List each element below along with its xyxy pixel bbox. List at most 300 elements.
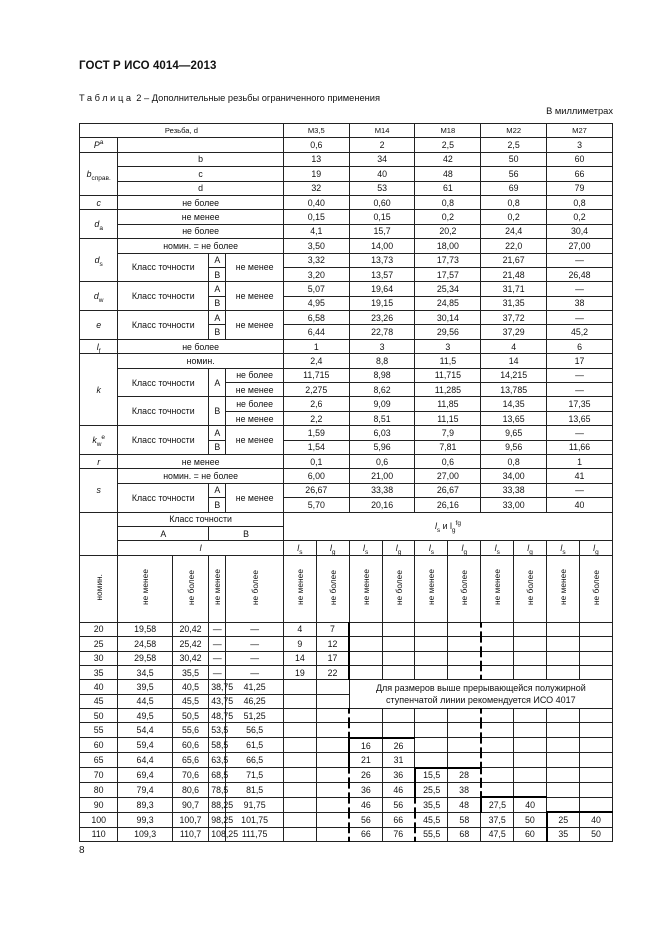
value-cell: 30,4 (547, 224, 613, 238)
symbol: l (329, 543, 332, 554)
value-cell: 6 (547, 339, 613, 353)
table-cell: не менее (226, 311, 284, 340)
length-cell (415, 738, 448, 753)
length-value: 45 (80, 694, 118, 708)
table-cell (316, 694, 349, 708)
length-value: 20 (80, 622, 118, 636)
length-cell: 66 (349, 827, 382, 841)
length-cell: 25,5 (415, 783, 448, 798)
symbol: l (527, 543, 530, 554)
limit-value: 29,58 (118, 651, 173, 665)
value-cell: 4 (481, 339, 547, 353)
length-cell (481, 738, 514, 753)
value-cell: 13,73 (349, 253, 415, 267)
table-row (80, 239, 613, 253)
table-row (80, 753, 613, 768)
length-cell (448, 637, 481, 651)
limit-value: 69,4 (118, 768, 173, 783)
limit-value: 40,5 (172, 680, 208, 694)
value-cell: 50 (481, 152, 547, 166)
length-cell (514, 637, 547, 651)
table-row (80, 723, 613, 738)
value-cell: 0,2 (481, 210, 547, 224)
value-cell: 2,4 (283, 354, 349, 368)
table-row (80, 651, 613, 665)
value-cell: 2,5 (415, 138, 481, 152)
limit-value: 54,4 (118, 723, 173, 738)
limit-value: 59,4 (118, 738, 173, 753)
length-cell: 50 (514, 812, 547, 827)
param-c (80, 195, 118, 209)
value-cell: 0,2 (547, 210, 613, 224)
class-b-header: B (209, 526, 284, 540)
value-cell: 2 (349, 138, 415, 152)
value-cell: 0,1 (283, 454, 349, 468)
param-kw (80, 426, 118, 455)
symbol-sub: g (529, 548, 533, 556)
table-cell: A (209, 253, 226, 267)
limit-value: 35,5 (172, 665, 208, 679)
length-cell (579, 637, 612, 651)
limit-value: 60,6 (172, 738, 208, 753)
value-cell: 0,8 (481, 454, 547, 468)
value-cell: 21,00 (349, 469, 415, 483)
limit-value: 38,75 (209, 680, 226, 694)
symbol: l (199, 543, 202, 554)
length-cell: 31 (382, 753, 415, 768)
table-cell: B (209, 498, 226, 512)
length-cell (481, 651, 514, 665)
table-cell (415, 555, 448, 622)
table-cell: не более (118, 339, 284, 353)
length-cell (481, 622, 514, 636)
length-cell: 55,5 (415, 827, 448, 841)
length-value: 70 (80, 768, 118, 783)
value-cell: 11,66 (547, 440, 613, 454)
thread-size-header: M22 (481, 124, 547, 138)
accuracy-class-label: Класс точности (118, 253, 209, 282)
units-note: В миллиметрах (546, 106, 613, 116)
value-cell: 17,35 (547, 397, 613, 411)
table-cell: не менее (226, 426, 284, 455)
table-cell: A (209, 426, 226, 440)
length-cell (547, 651, 580, 665)
limit-value: 66,5 (226, 753, 284, 768)
length-cell (283, 709, 316, 723)
nom-header (80, 555, 118, 622)
limit-value: 71,5 (226, 768, 284, 783)
value-cell: 23,26 (349, 311, 415, 325)
length-cell (283, 738, 316, 753)
table-cell: не более (118, 195, 284, 209)
symbol-sup: a (99, 139, 104, 147)
symbol: l (363, 543, 365, 554)
value-cell: — (547, 253, 613, 267)
table-cell (448, 555, 481, 622)
value-cell: 11,285 (415, 383, 481, 397)
limit-value: 39,5 (118, 680, 173, 694)
limit-value: 56,5 (226, 723, 284, 738)
symbol: e (96, 319, 102, 330)
value-cell: 1,54 (283, 440, 349, 454)
length-cell (349, 651, 382, 665)
length-cell (481, 723, 514, 738)
table-cell: не менее (118, 454, 284, 468)
table-cell: номин. = не более (118, 239, 284, 253)
length-cell (481, 637, 514, 651)
value-cell: 7,81 (415, 440, 481, 454)
length-cell (316, 783, 349, 798)
length-cell (514, 768, 547, 783)
symbol-sub: s (365, 548, 369, 556)
table-cell (118, 138, 284, 152)
limit-value: — (226, 651, 284, 665)
value-cell: 60 (547, 152, 613, 166)
table-row (80, 680, 613, 694)
ls-header (481, 541, 514, 555)
value-cell: — (547, 426, 613, 440)
table-row (80, 224, 613, 238)
symbol: l (428, 543, 431, 554)
lg-header (316, 541, 349, 555)
limit-value: 50,5 (172, 709, 208, 723)
thread-size-header: M14 (349, 124, 415, 138)
value-cell: 24,4 (481, 224, 547, 238)
value-cell: 18,00 (415, 239, 481, 253)
l-header (118, 541, 284, 555)
limit-value: — (226, 637, 284, 651)
limit-value: 99,3 (118, 812, 173, 827)
value-cell: 17,57 (415, 267, 481, 281)
vert-label: не менее (557, 569, 568, 606)
value-cell: 45,2 (547, 325, 613, 339)
value-cell: 0,15 (349, 210, 415, 224)
value-cell: 2,275 (283, 383, 349, 397)
value-cell: 53 (349, 181, 415, 195)
vert-label: не менее (294, 569, 305, 606)
vert-label: номин. (93, 573, 104, 601)
param-lf (80, 339, 118, 353)
table-cell (209, 555, 226, 622)
value-cell: 9,65 (481, 426, 547, 440)
symbol-sub: справ. (91, 174, 111, 182)
table-cell: не менее (226, 383, 284, 397)
length-cell: 9 (283, 637, 316, 651)
table-row (80, 512, 613, 526)
value-cell: 21,67 (481, 253, 547, 267)
value-cell: 8,51 (349, 411, 415, 425)
caption-word: Таблица (79, 93, 134, 103)
value-cell: 13,785 (481, 383, 547, 397)
length-cell (415, 753, 448, 768)
value-cell: 61 (415, 181, 481, 195)
limit-value: 63,5 (209, 753, 226, 768)
value-cell: 8,98 (349, 368, 415, 382)
vert-label: не менее (212, 569, 223, 606)
table-row (80, 282, 613, 296)
table-cell: A (209, 368, 226, 397)
table-row (80, 368, 613, 382)
table-cell: B (209, 440, 226, 454)
length-cell: 37,5 (481, 812, 514, 827)
length-cell: 58 (448, 812, 481, 827)
length-cell (283, 827, 316, 841)
limit-value: 111,75 (226, 827, 284, 841)
value-cell: 0,6 (349, 454, 415, 468)
value-cell: 24,85 (415, 296, 481, 310)
table-cell: не менее (118, 210, 284, 224)
length-cell (547, 738, 580, 753)
length-cell: 19 (283, 665, 316, 679)
value-cell: 20,2 (415, 224, 481, 238)
class-a-header: A (118, 526, 209, 540)
limit-value: 65,6 (172, 753, 208, 768)
value-cell: 3 (349, 339, 415, 353)
symbol-sub: s (430, 548, 435, 556)
ls-header (415, 541, 448, 555)
table-cell (579, 555, 612, 622)
length-cell (415, 709, 448, 723)
value-cell: — (547, 383, 613, 397)
limit-value: — (209, 637, 226, 651)
table-cell (547, 555, 580, 622)
table-cell: Класс точности (118, 368, 209, 397)
length-cell (481, 768, 514, 783)
vert-label: не менее (492, 569, 503, 606)
vert-label: не менее (140, 569, 151, 606)
value-cell: 69 (481, 181, 547, 195)
symbol: c (96, 197, 101, 208)
limit-value: 101,75 (226, 812, 284, 827)
length-cell (415, 665, 448, 679)
length-cell (579, 651, 612, 665)
length-cell: 40 (514, 797, 547, 812)
length-cell: 4 (283, 622, 316, 636)
value-cell: 0,6 (415, 454, 481, 468)
value-cell: 56 (481, 167, 547, 181)
value-cell: 66 (547, 167, 613, 181)
length-cell (448, 753, 481, 768)
table-cell: не менее (226, 411, 284, 425)
table-row (80, 124, 613, 138)
symbol: l (96, 341, 99, 352)
symbol-sub: g (595, 548, 599, 556)
b-case-d: d (118, 181, 284, 195)
value-cell: 8,8 (349, 354, 415, 368)
table-row (80, 797, 613, 812)
table-cell (349, 555, 382, 622)
limit-value: 44,5 (118, 694, 173, 708)
table-cell: B (209, 296, 226, 310)
length-cell: 15,5 (415, 768, 448, 783)
caption-rest: 2 – Дополнительные резьбы ограниченного применения (136, 93, 381, 103)
table-row (80, 195, 613, 209)
value-cell: 33,38 (481, 483, 547, 497)
length-cell (349, 622, 382, 636)
table-cell (118, 555, 173, 622)
value-cell: 5,70 (283, 498, 349, 512)
table-caption (79, 93, 380, 103)
table-cell: B (209, 267, 226, 281)
length-cell (283, 797, 316, 812)
value-cell: 27,00 (415, 469, 481, 483)
table-cell: Класс точности (118, 483, 209, 512)
length-cell (514, 723, 547, 738)
param-e (80, 311, 118, 340)
limit-value: 79,4 (118, 783, 173, 798)
symbol-sub: g (397, 548, 402, 556)
length-cell (349, 637, 382, 651)
param-r (80, 454, 118, 468)
value-cell: 38 (547, 296, 613, 310)
length-cell (382, 723, 415, 738)
length-cell (514, 738, 547, 753)
value-cell: — (547, 483, 613, 497)
recommendation-note: Для размеров выше прерывающейся полужирной ступенчатой линии рекомендуется ИСО 4017 (349, 680, 612, 709)
table-row (80, 709, 613, 723)
length-cell (547, 622, 580, 636)
length-value: 30 (80, 651, 118, 665)
length-value: 40 (80, 680, 118, 694)
length-cell (514, 783, 547, 798)
length-cell (481, 709, 514, 723)
symbol: k (96, 384, 101, 395)
length-cell (316, 753, 349, 768)
limit-value: 90,7 (172, 797, 208, 812)
value-cell: 37,72 (481, 311, 547, 325)
length-cell (547, 637, 580, 651)
length-cell (547, 797, 580, 812)
length-cell (579, 723, 612, 738)
table-cell (226, 555, 284, 622)
value-cell: 11,715 (283, 368, 349, 382)
value-cell: 11,15 (415, 411, 481, 425)
value-cell: 26,48 (547, 267, 613, 281)
value-cell: 26,16 (415, 498, 481, 512)
value-cell: 42 (415, 152, 481, 166)
value-cell: 4,95 (283, 296, 349, 310)
length-value: 50 (80, 709, 118, 723)
b-case-c: c (118, 167, 284, 181)
length-cell: 36 (382, 768, 415, 783)
value-cell: 29,56 (415, 325, 481, 339)
value-cell: 0,2 (415, 210, 481, 224)
length-cell (547, 768, 580, 783)
length-cell: 45,5 (415, 812, 448, 827)
ls-header (349, 541, 382, 555)
symbol-sub: a (99, 224, 103, 232)
table-cell: номин. = не более (118, 469, 284, 483)
value-cell: 32 (283, 181, 349, 195)
value-cell: 1 (283, 339, 349, 353)
value-cell: 22,0 (481, 239, 547, 253)
limit-value: 49,5 (118, 709, 173, 723)
table-cell: A (209, 483, 226, 497)
length-cell: 76 (382, 827, 415, 841)
param-p (80, 138, 118, 152)
b-case-b: b (118, 152, 284, 166)
length-cell (514, 665, 547, 679)
table-row (80, 783, 613, 798)
vert-label: не более (393, 569, 404, 605)
table-cell: не менее (226, 282, 284, 311)
param-s (80, 469, 118, 512)
table-row (80, 397, 613, 411)
limit-value: — (209, 651, 226, 665)
length-cell (349, 723, 382, 738)
length-cell: 68 (448, 827, 481, 841)
limit-value: 70,6 (172, 768, 208, 783)
value-cell: 6,00 (283, 469, 349, 483)
symbol: r (97, 456, 101, 467)
table-row (80, 483, 613, 497)
length-cell (579, 738, 612, 753)
value-cell: 25,34 (415, 282, 481, 296)
value-cell: 3 (547, 138, 613, 152)
symbol: l (593, 543, 596, 554)
page-number: 8 (79, 845, 85, 856)
length-cell (448, 651, 481, 665)
table-cell: Класс точности (118, 397, 209, 426)
value-cell: 26,67 (283, 483, 349, 497)
symbol-sub: w (96, 440, 102, 448)
value-cell: 11,715 (415, 368, 481, 382)
table-cell (283, 694, 316, 708)
length-cell (481, 753, 514, 768)
value-cell: — (547, 282, 613, 296)
table-row (80, 354, 613, 368)
table-row (80, 210, 613, 224)
value-cell: 0,8 (415, 195, 481, 209)
limit-value: 45,5 (172, 694, 208, 708)
table-cell (283, 555, 316, 622)
limit-value: 51,25 (226, 709, 284, 723)
table-cell: B (209, 397, 226, 426)
length-value: 90 (80, 797, 118, 812)
symbol-sup: fg (455, 520, 461, 528)
value-cell: 0,6 (283, 138, 349, 152)
value-cell: 2,5 (481, 138, 547, 152)
length-cell (415, 651, 448, 665)
value-cell: 11,5 (415, 354, 481, 368)
value-cell: 33,38 (349, 483, 415, 497)
length-cell (448, 723, 481, 738)
lg-header (579, 541, 612, 555)
value-cell: 40 (547, 498, 613, 512)
limit-value: 30,42 (172, 651, 208, 665)
table-row (80, 622, 613, 636)
table-cell (80, 512, 118, 555)
length-value: 55 (80, 723, 118, 738)
table-row (80, 311, 613, 325)
limit-value: 89,3 (118, 797, 173, 812)
table-cell (514, 555, 547, 622)
limit-value: 20,42 (172, 622, 208, 636)
length-cell (415, 622, 448, 636)
thread-size-header: M27 (547, 124, 613, 138)
symbol: d (93, 291, 99, 302)
symbol: l (560, 543, 563, 554)
length-value: 110 (80, 827, 118, 841)
length-cell: 28 (448, 768, 481, 783)
length-value: 80 (80, 783, 118, 798)
value-cell: — (547, 368, 613, 382)
table-row (80, 768, 613, 783)
length-cell: 22 (316, 665, 349, 679)
value-cell: 13,65 (481, 411, 547, 425)
value-cell: 6,58 (283, 311, 349, 325)
length-cell (514, 622, 547, 636)
